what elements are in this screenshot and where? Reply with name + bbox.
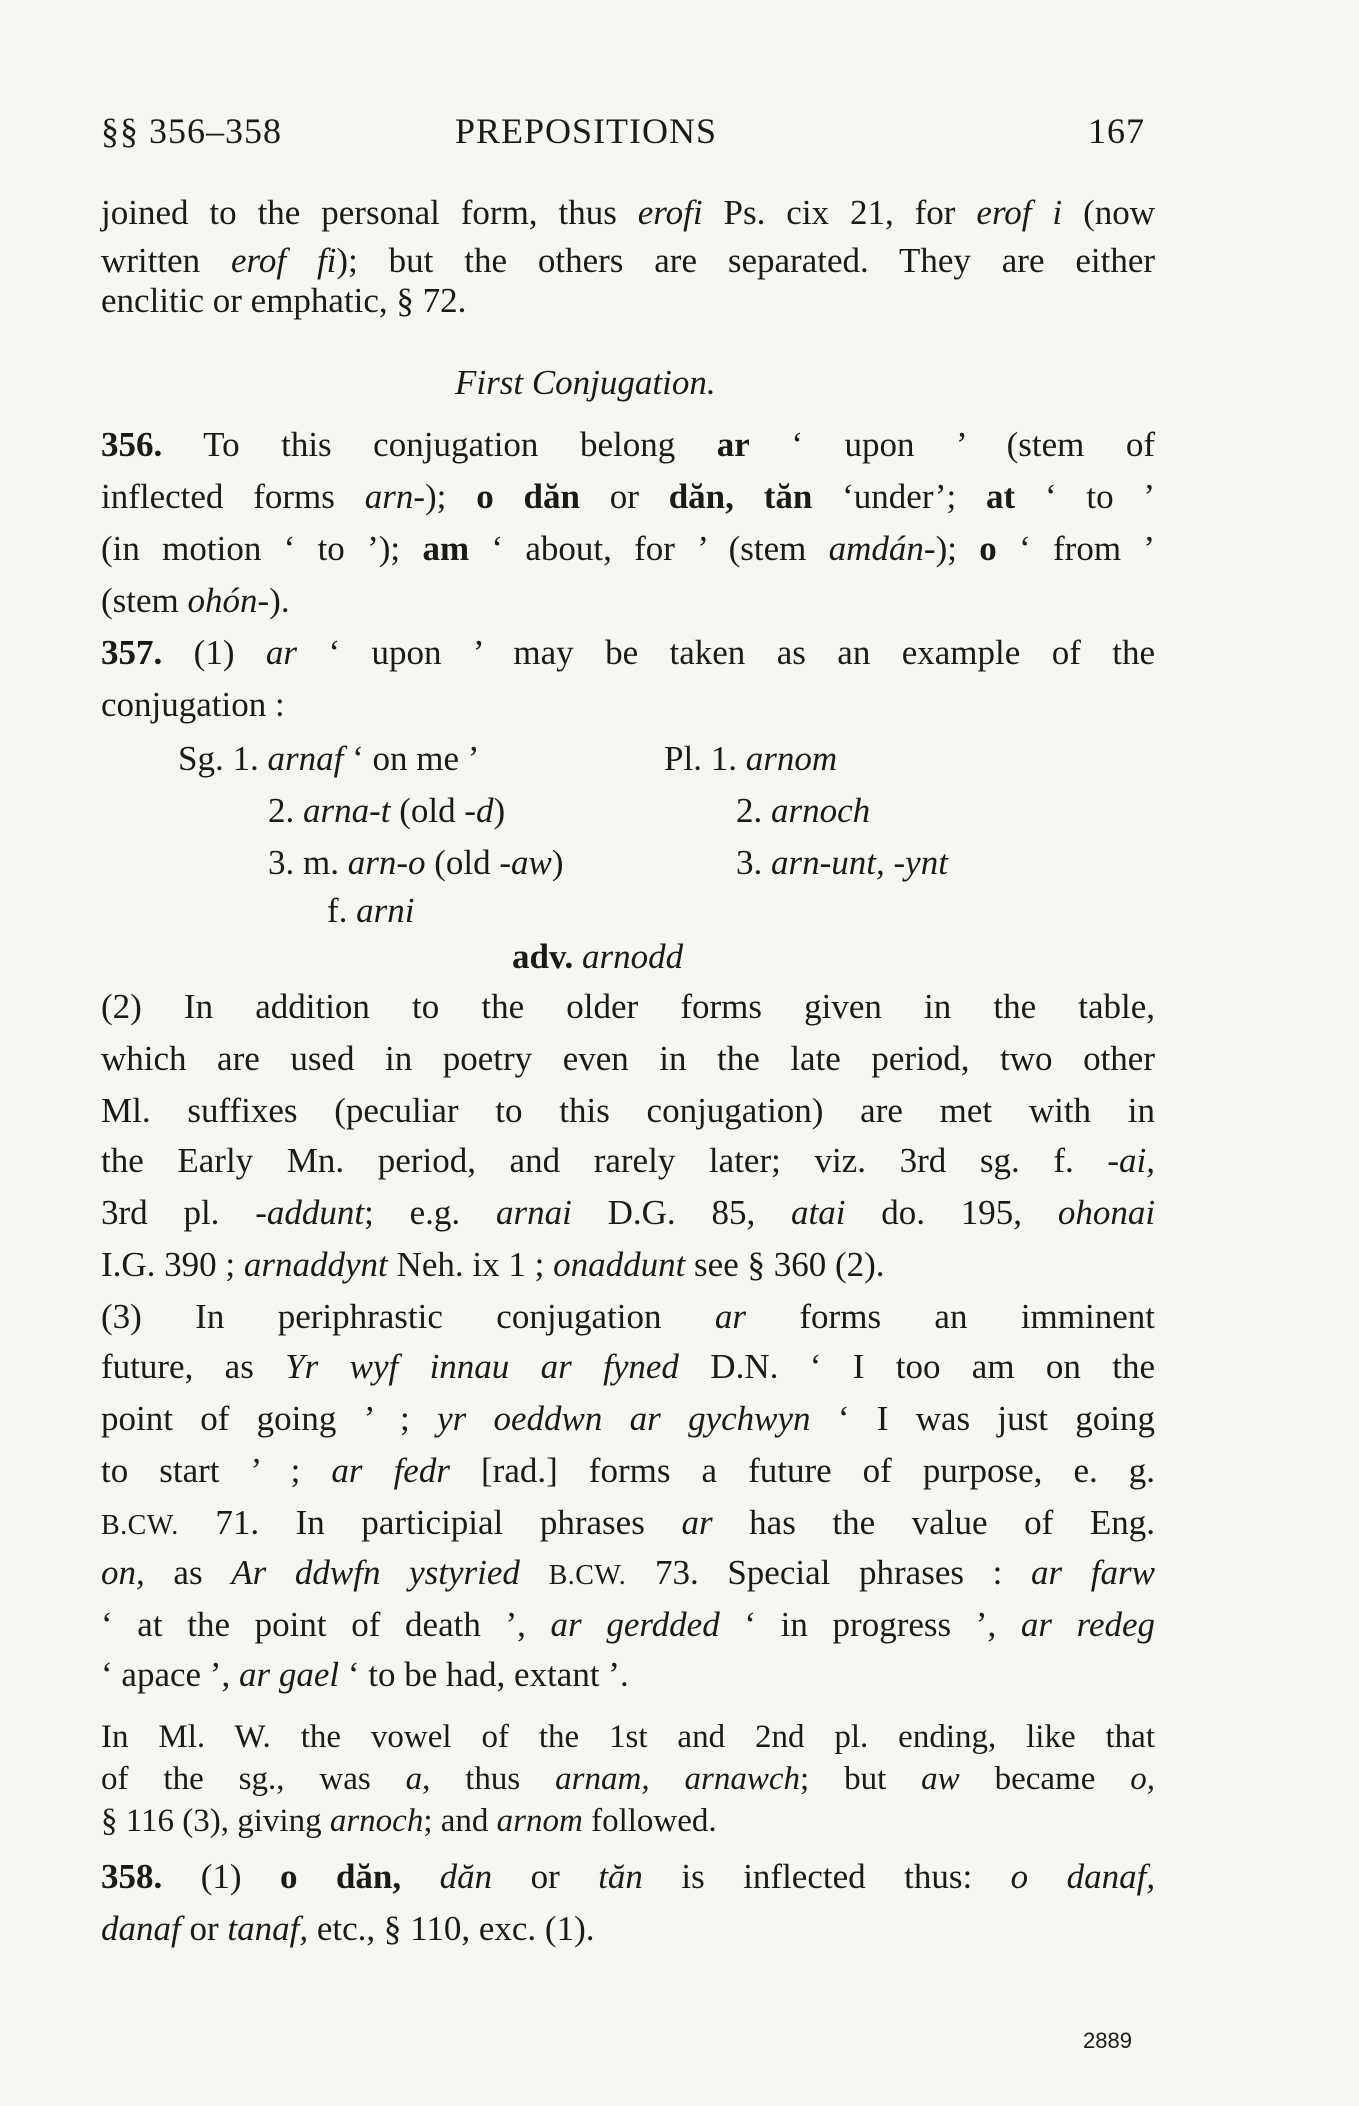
pl2-row: 2. arnoch (736, 791, 871, 830)
s358-line-2: danaf or tanaf, etc., § 110, exc. (1). (101, 1909, 595, 1948)
s357-note-line-1: In Ml. W. the vowel of the 1st and 2nd pl. ending, like that (101, 1719, 1155, 1755)
s357-p3-line-3: point of going ’ ; yr oeddwn ar gychwyn ‘ I was just going (101, 1399, 1156, 1438)
s356-line-1: 356. To this conjugation belong ar ‘ upon ’ (stem of (101, 425, 1156, 464)
s357-p2-line-2: which are used in poetry even in the late period, two other (101, 1039, 1155, 1078)
s356-number: 356. (101, 425, 163, 464)
s357-p2-line-4: the Early Mn. period, and rarely later; viz. 3rd sg. f. -ai, (101, 1141, 1156, 1180)
s357-line-1: 357. (1) ar ‘ upon ’ may be taken as an example of the (101, 633, 1156, 672)
s357-p2-line-5: 3rd pl. -addunt; e.g. arnai D.G. 85, atai do. 195, ohonai (101, 1193, 1156, 1232)
s357-p3-line-5: B.CW. 71. In participial phrases ar has the value of Eng. (101, 1503, 1156, 1542)
s357-p3-line-6: on, as Ar ddwfn ystyried B.CW. 73. Special phrases : ar farw (101, 1553, 1155, 1592)
s357-p3-line-7: ‘ at the point of death ’, ar gerdded ‘ in progress ’, ar redeg (101, 1605, 1156, 1644)
sg3f-row: f. arni (327, 891, 415, 930)
adv-row: adv. arnodd (512, 937, 684, 976)
s357-note-line-2: of the sg., was a, thus arnam, arnawch; but aw became o, (101, 1761, 1156, 1797)
sg3-row: 3. m. arn-o (old -aw) (268, 843, 564, 882)
subheading: First Conjugation. (455, 363, 716, 402)
header-sections: §§ 356–358 (101, 111, 282, 151)
header-title: PREPOSITIONS (455, 111, 718, 151)
s357-p2-line-1: (2) In addition to the older forms given in the table, (101, 987, 1155, 1026)
s357-p3-line-1: (3) In periphrastic conjugation ar forms an imminent (101, 1297, 1155, 1336)
pl1-row: Pl. 1. arnom (664, 739, 838, 778)
s357-line-2: conjugation : (101, 685, 285, 724)
s357-p2-line-6: I.G. 390 ; arnaddynt Neh. ix 1 ; onaddunt see § 360 (2). (101, 1245, 885, 1284)
sg1-row: Sg. 1. arnaf ‘ on me ’ (178, 739, 480, 778)
s358-line-1: 358. (1) o dăn, dăn or tăn is inflected thus: o danaf, (101, 1857, 1156, 1896)
pl3-row: 3. arn-unt, -ynt (736, 843, 948, 882)
header-page-number: 167 (1088, 111, 1145, 151)
sg2-row: 2. arna-t (old -d) (268, 791, 506, 830)
intro-line-2: written erof fi); but the others are separated. They are either (101, 241, 1156, 280)
intro-line-1: joined to the personal form, thus erofi Ps. cix 21, for erof i (now (101, 193, 1156, 232)
s356-line-4: (stem ohón-). (101, 581, 290, 620)
s357-number: 357. (101, 633, 163, 672)
scan-number: 2889 (1083, 2028, 1132, 2053)
s356-line-2: inflected forms arn-); o dăn or dăn, tăn ‘under’; at ‘ to ’ (101, 477, 1156, 516)
s356-line-3: (in motion ‘ to ’); am ‘ about, for ’ (stem amdán-); o ‘ from ’ (101, 529, 1156, 568)
s358-number: 358. (101, 1857, 163, 1896)
s357-p3-line-4: to start ’ ; ar fedr [rad.] forms a future of purpose, e. g. (101, 1451, 1156, 1490)
s357-p3-line-8: ‘ apace ’, ar gael ‘ to be had, extant ’. (101, 1655, 629, 1694)
s357-p2-line-3: Ml. suffixes (peculiar to this conjugation) are met with in (101, 1091, 1155, 1130)
s357-note-line-3: § 116 (3), giving arnoch; and arnom followed. (101, 1803, 717, 1839)
intro-line-3: enclitic or emphatic, § 72. (101, 281, 467, 320)
s357-p3-line-2: future, as Yr wyf innau ar fyned D.N. ‘ I too am on the (101, 1347, 1156, 1386)
